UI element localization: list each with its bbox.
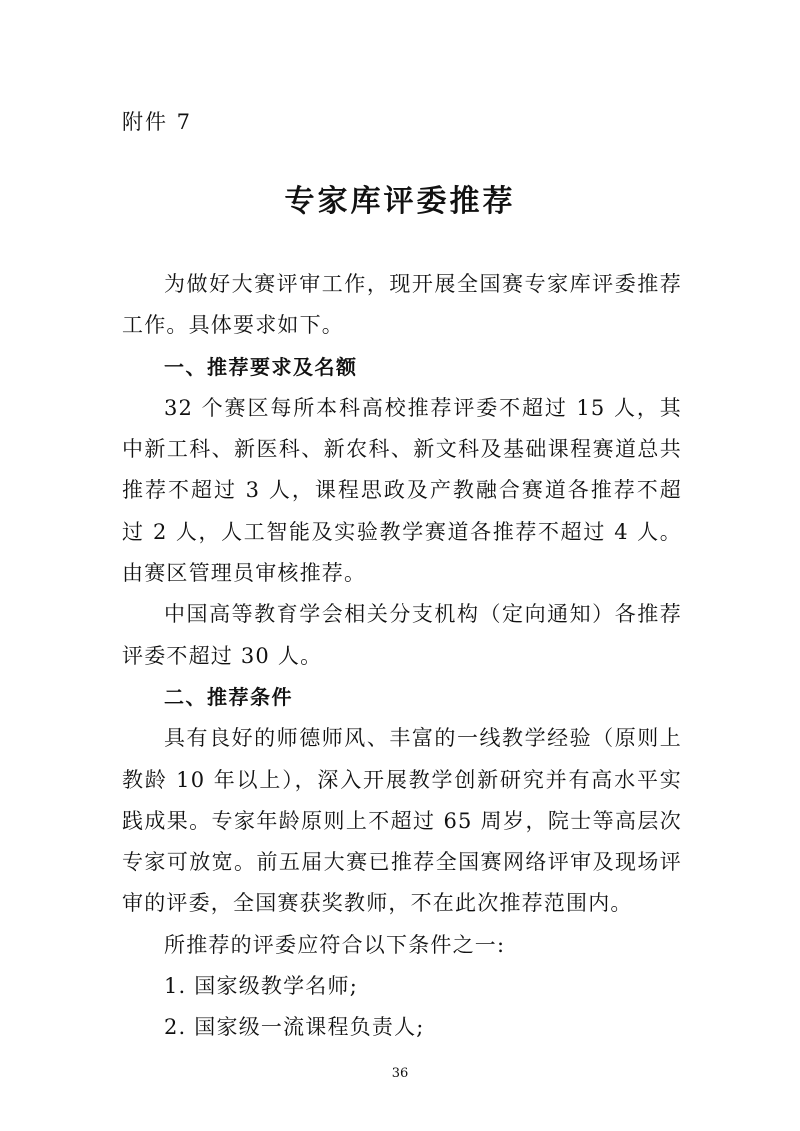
section-heading-conditions: 二、推荐条件 — [164, 684, 293, 709]
condition-list-item: 1. 国家级教学名师; — [164, 974, 358, 999]
section2-paragraph: 所推荐的评委应符合以下条件之一: — [164, 932, 506, 957]
page-number: 36 — [391, 1066, 409, 1081]
intro-paragraph: 为做好大赛评审工作，现开展全国赛专家库评委推荐工作。具体要求如下。 — [122, 272, 682, 338]
condition-list-item: 2. 国家级一流课程负责人; — [164, 1015, 425, 1040]
section1-paragraph: 中国高等教育学会相关分支机构（定向通知）各推荐评委不超过 30 人。 — [122, 602, 682, 668]
section2-paragraph: 具有良好的师德师风、丰富的一线教学经验（原则上教龄 10 年以上），深入开展教学创新研究并有高水平实践成果。专家年龄原则上不超过 65 周岁，院士等高层次专家可放宽。前五届大赛已推荐全国赛网络评审及现场评审的评委，全国赛获奖教师，不在此次推荐范围内。 — [122, 726, 682, 916]
section1-paragraph: 32 个赛区每所本科高校推荐评委不超过 15 人，其中新工科、新医科、新农科、新文科及基础课程赛道总共推荐不超过 3 人，课程思政及产教融合赛道各推荐不超过 2 人，人工智能及实验教学赛道各推荐不超过 4 人。由赛区管理员审核推荐。 — [122, 395, 682, 586]
document-body — [122, 264, 682, 1049]
attachment-label: 附件 7 — [122, 110, 193, 134]
document-title: 专家库评委推荐 — [284, 184, 516, 219]
section-heading-requirements: 一、推荐要求及名额 — [164, 354, 358, 379]
